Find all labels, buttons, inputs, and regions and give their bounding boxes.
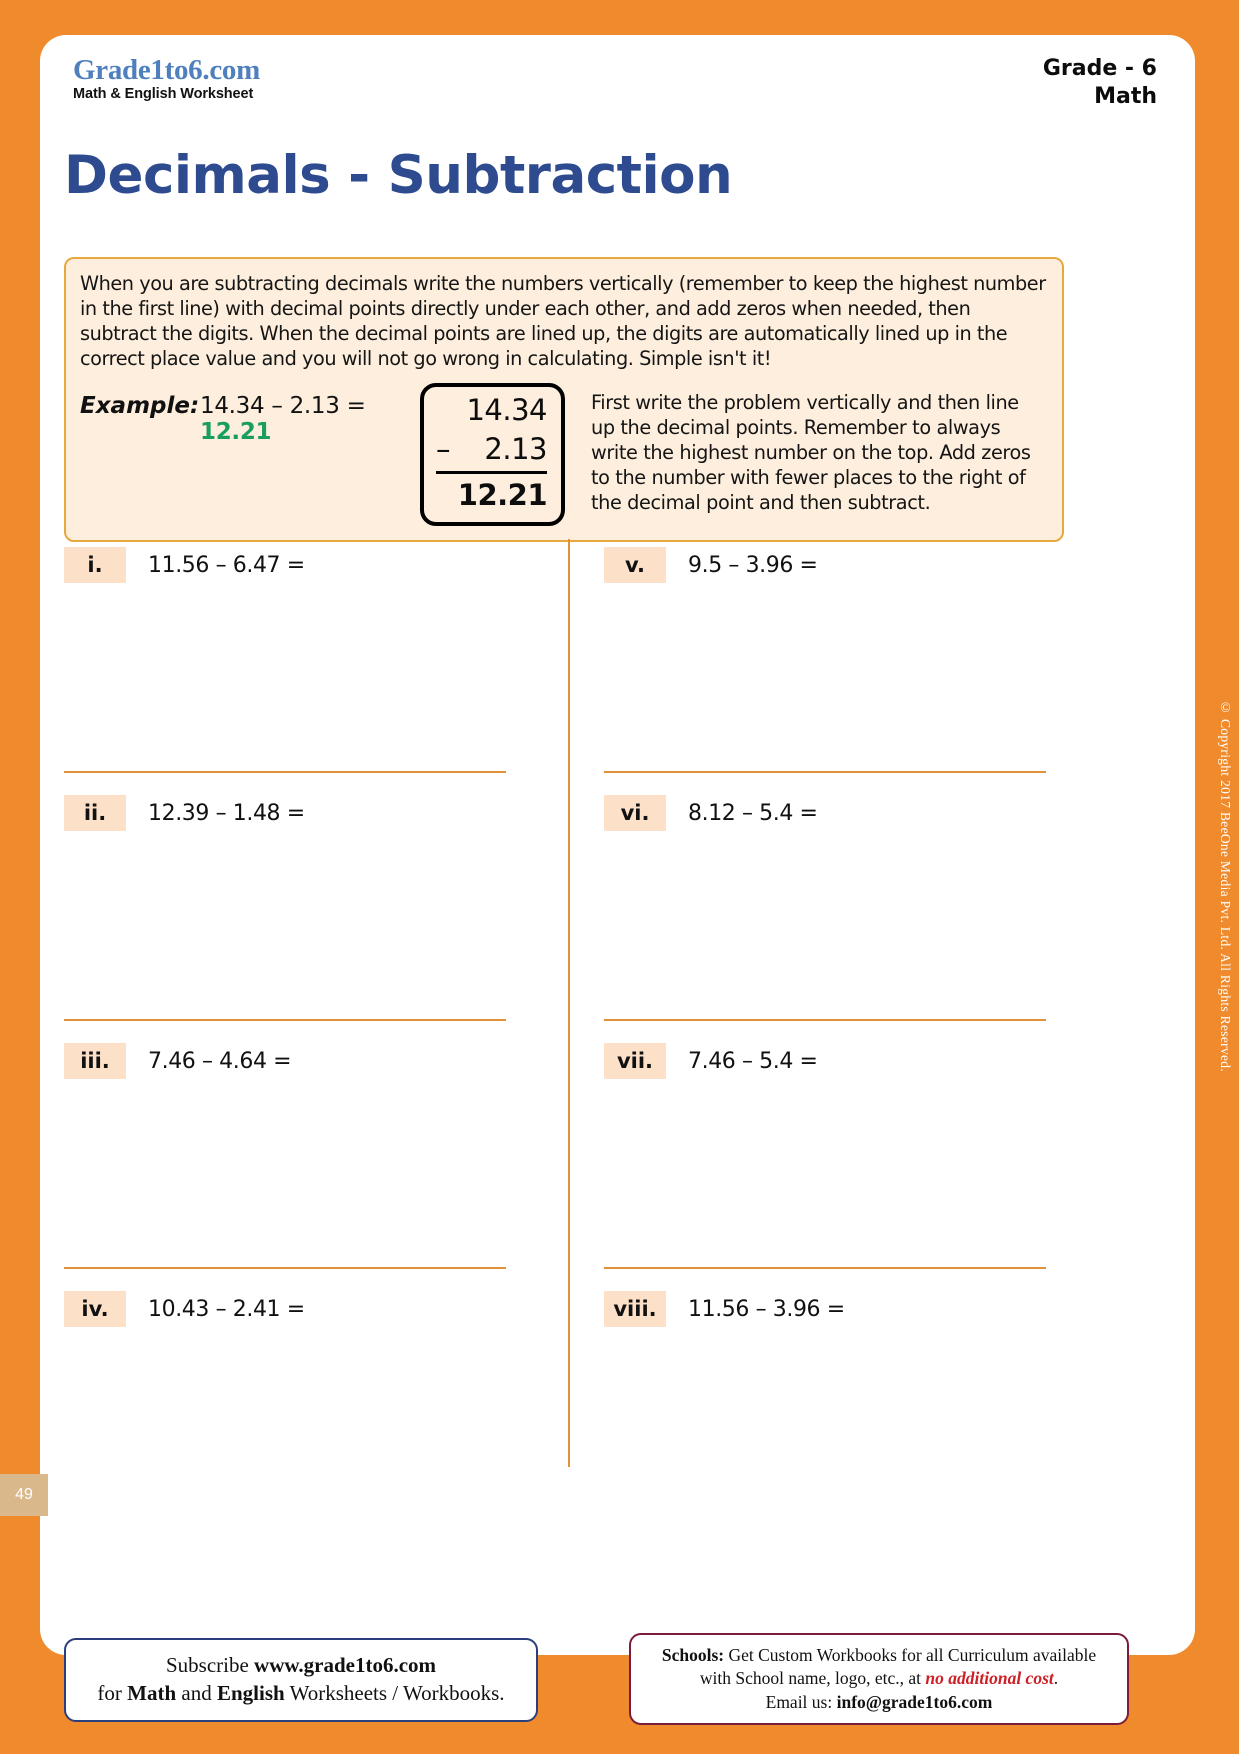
- question-item[interactable]: [604, 1277, 1054, 1525]
- question-header: [64, 533, 514, 583]
- brand-tagline: Math & English Worksheet: [73, 86, 254, 103]
- schools-line-3: [766, 1691, 993, 1714]
- subscribe-footer[interactable]: [64, 1638, 538, 1722]
- question-item[interactable]: [604, 1029, 1054, 1277]
- subscribe-line-1: [166, 1652, 436, 1680]
- question-text: 7.46 – 5.4 =: [688, 1048, 818, 1074]
- instruction-paragraph: When you are subtracting decimals write the numbers vertically (remember to keep the highest number in the first line) with decimal points directly under each other, and add zeros when needed, then subtract the digits. When the decimal points are lined up, the digits are automatically lined up in the correct place value and you will not go wrong in calculating. Simple isn't it!: [80, 272, 1046, 371]
- email-label: Email us:: [765, 1691, 837, 1712]
- answer-rule: [64, 1019, 506, 1021]
- schools-label: Schools:: [661, 1645, 725, 1666]
- schools-footer[interactable]: [629, 1633, 1129, 1725]
- vertical-rule: [436, 471, 547, 474]
- vertical-blank-op: [436, 391, 451, 429]
- worksheet-sheet: [40, 35, 1195, 1655]
- question-header: [64, 781, 514, 831]
- answer-rule: [604, 1019, 1046, 1021]
- subject-math: Math: [127, 1681, 177, 1705]
- question-text: 12.39 – 1.48 =: [148, 800, 305, 826]
- answer-rule: [604, 1267, 1046, 1269]
- subscribe-url[interactable]: www.grade1to6.com: [254, 1653, 437, 1678]
- instruction-panel: [64, 257, 1064, 542]
- minus-operator: –: [436, 431, 450, 466]
- subscribe-line-2: [97, 1680, 504, 1708]
- vertical-minuend-row: [436, 391, 547, 429]
- vertical-minuend: 14.34: [466, 393, 547, 428]
- vertical-subtrahend: 2.13: [484, 431, 547, 466]
- question-header: [604, 1277, 1054, 1327]
- question-number: v.: [604, 547, 666, 583]
- no-additional-cost-highlight: no additional cost: [925, 1668, 1054, 1689]
- question-header: [604, 533, 1054, 583]
- question-text: 9.5 – 3.96 =: [688, 552, 818, 578]
- grade-subject-block: [1043, 55, 1157, 111]
- question-item[interactable]: [64, 1277, 514, 1525]
- vertical-result-blank-op: [436, 476, 452, 514]
- example-explanation: First write the problem vertically and then line up the decimal points. Remember to always write the highest number on the top. Add zeros to the number with fewer places to the right of the decimal point and then subtract.: [591, 391, 1031, 514]
- subscribe-text: Subscribe: [165, 1653, 255, 1678]
- subscribe-tail-text: Worksheets / Workbooks.: [284, 1681, 505, 1705]
- page-title: Decimals - Subtraction: [64, 145, 733, 206]
- copyright-notice: © Copyright 2017 BeeOne Media Pvt. Ltd. All Rights Reserved.: [1218, 700, 1233, 1072]
- answer-rule: [604, 771, 1046, 773]
- example-label: Example:: [80, 393, 200, 420]
- question-item[interactable]: [64, 533, 514, 781]
- question-item[interactable]: [64, 1029, 514, 1277]
- schools-offer-text: Get Custom Workbooks for all Curriculum available: [724, 1645, 1097, 1666]
- question-item[interactable]: [64, 781, 514, 1029]
- vertical-subtrahend-row: [436, 430, 547, 468]
- schools-period: .: [1053, 1668, 1059, 1689]
- question-number: ii.: [64, 795, 126, 831]
- brand-logo: [73, 55, 260, 102]
- answer-rule: [64, 771, 506, 773]
- question-number: viii.: [604, 1291, 666, 1327]
- example-equation-prefix: 14.34 – 2.13 =: [200, 393, 366, 420]
- question-item[interactable]: [604, 781, 1054, 1029]
- question-text: 11.56 – 6.47 =: [148, 552, 305, 578]
- questions-area: [64, 533, 1064, 1473]
- page-number: 49: [0, 1474, 48, 1516]
- example-equation: [200, 383, 420, 445]
- question-text: 7.46 – 4.64 =: [148, 1048, 292, 1074]
- schools-custom-text: with School name, logo, etc., at: [699, 1668, 926, 1689]
- answer-rule: [64, 1267, 506, 1269]
- vertical-result: 12.21: [457, 477, 547, 512]
- question-text: 10.43 – 2.41 =: [148, 1296, 305, 1322]
- question-number: vii.: [604, 1043, 666, 1079]
- example-answer: 12.21: [200, 419, 272, 446]
- email-address[interactable]: info@grade1to6.com: [836, 1691, 993, 1712]
- question-number: vi.: [604, 795, 666, 831]
- subject-english: English: [217, 1681, 285, 1705]
- example-row: [80, 383, 1048, 526]
- vertical-result-row: [436, 476, 547, 514]
- question-number: iv.: [64, 1291, 126, 1327]
- question-text: 11.56 – 3.96 =: [688, 1296, 845, 1322]
- question-header: [604, 781, 1054, 831]
- question-header: [64, 1029, 514, 1079]
- grade-label: Grade - 6: [1042, 56, 1157, 81]
- question-item[interactable]: [604, 533, 1054, 781]
- question-number: i.: [64, 547, 126, 583]
- subject-label: Math: [1094, 84, 1157, 110]
- question-header: [604, 1029, 1054, 1079]
- vertical-calculation-box: [420, 383, 565, 526]
- question-text: 8.12 – 5.4 =: [688, 800, 818, 826]
- question-number: iii.: [64, 1043, 126, 1079]
- schools-line-1: [662, 1644, 1096, 1667]
- question-header: [64, 1277, 514, 1327]
- brand-name: Grade1to6.com: [73, 54, 260, 86]
- questions-column-left: [64, 533, 514, 1525]
- questions-column-right: [604, 533, 1054, 1525]
- schools-line-2: [700, 1667, 1058, 1690]
- subscribe-for-text: for: [97, 1681, 128, 1705]
- column-divider: [568, 539, 570, 1467]
- subscribe-and-text: and: [176, 1681, 217, 1705]
